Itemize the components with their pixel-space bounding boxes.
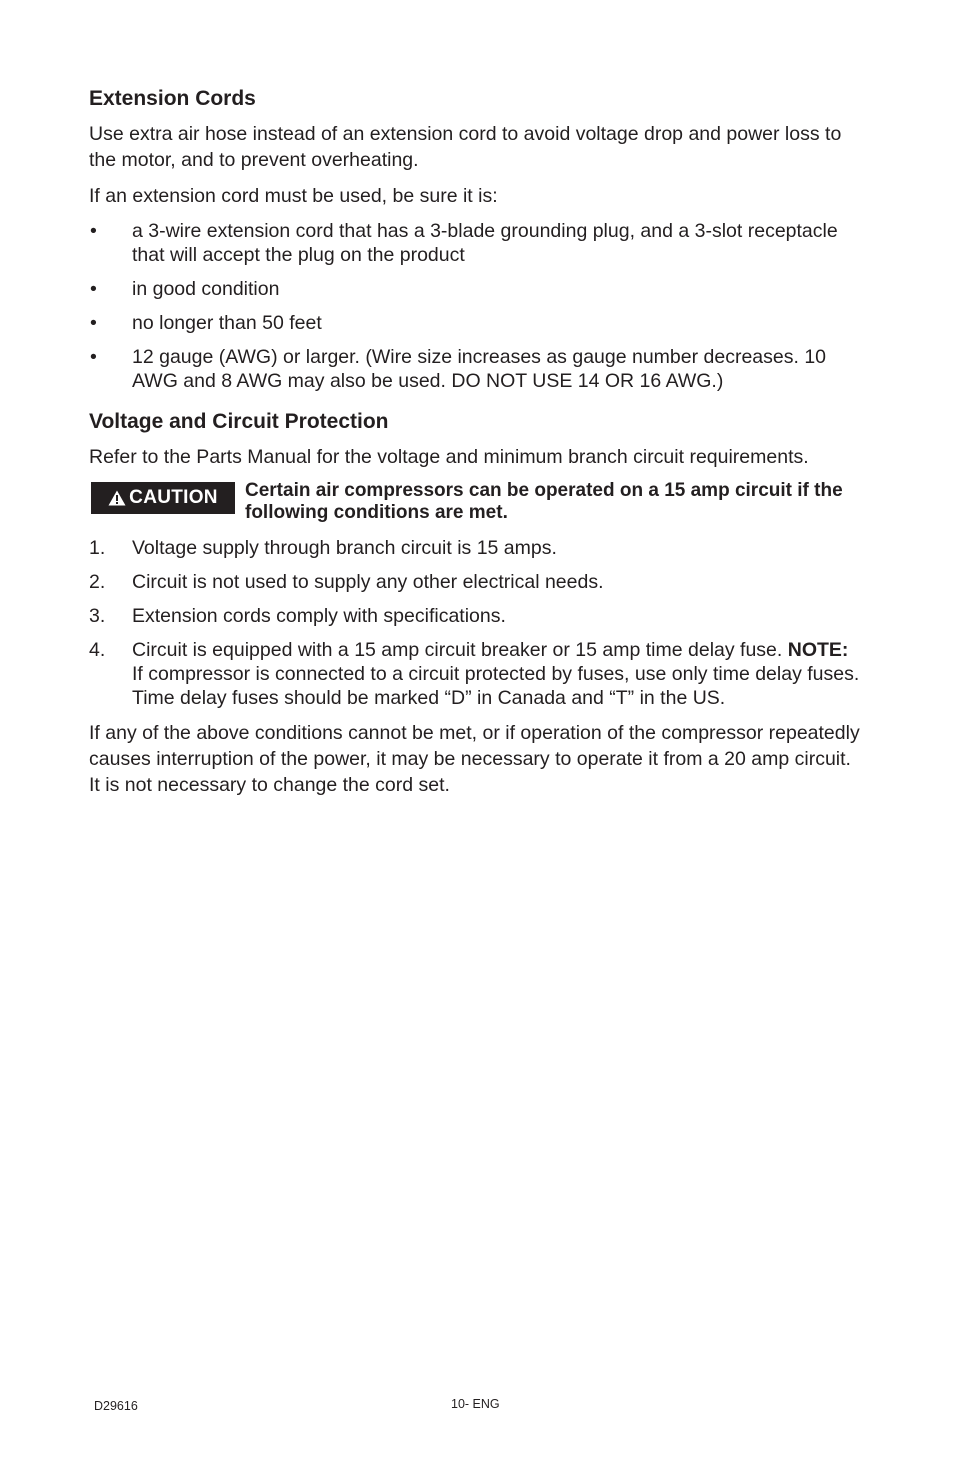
bullet-marker: •	[90, 278, 97, 300]
list-item-text: 12 gauge (AWG) or larger. (Wire size increases as gauge number decreases. 10 AWG and 8 AWG may also be used. DO NOT USE 14 OR 16 AWG.)	[132, 346, 827, 392]
bullet-marker: •	[90, 312, 97, 334]
parts-manual-paragraph: Refer to the Parts Manual for the voltage and minimum branch circuit requirements.	[89, 446, 809, 468]
caution-badge	[91, 482, 235, 514]
list-item	[89, 604, 864, 628]
list-item-text-before: Circuit is equipped with a 15 amp circuit breaker or 15 amp time delay fuse.	[132, 639, 788, 661]
section-heading-voltage: Voltage and Circuit Protection	[89, 410, 389, 433]
requirements-list	[89, 219, 864, 393]
list-item-text-after: If compressor is connected to a circuit protected by fuses, use only time delay fuses. Time delay fuses should be marked “D” in Canada and “T” in the US.	[132, 663, 860, 709]
bullet-marker: •	[90, 346, 97, 368]
page-number: 10- ENG	[451, 1397, 500, 1411]
list-item-text: no longer than 50 feet	[132, 312, 322, 334]
list-number: 4.	[89, 639, 106, 661]
list-item	[89, 345, 864, 393]
list-number: 2.	[89, 571, 106, 593]
list-item-text: Voltage supply through branch circuit is 15 amps.	[132, 537, 557, 559]
voltage-circuit-section	[89, 409, 864, 798]
page-content	[89, 86, 864, 808]
caution-notice	[89, 480, 864, 524]
extension-cords-section	[89, 86, 864, 393]
list-number: 3.	[89, 605, 106, 627]
section-heading-extension-cords: Extension Cords	[89, 87, 256, 110]
bullet-marker: •	[90, 220, 97, 242]
caution-text: Certain air compressors can be operated on a 15 amp circuit if the following conditions are met.	[245, 480, 843, 523]
list-item	[89, 219, 864, 267]
list-item	[89, 277, 864, 301]
intro-paragraph: Use extra air hose instead of an extension cord to avoid voltage drop and power loss to the motor, and to prevent overheating.	[89, 123, 842, 171]
condition-paragraph: If an extension cord must be used, be sure it is:	[89, 185, 498, 207]
warning-triangle-icon	[108, 490, 126, 506]
conditions-list	[89, 536, 864, 710]
list-item	[89, 638, 864, 710]
list-item	[89, 570, 864, 594]
list-item-text: Circuit is not used to supply any other electrical needs.	[132, 571, 604, 593]
note-label: NOTE:	[787, 639, 849, 661]
list-item-text: Extension cords comply with specifications.	[132, 605, 506, 627]
list-item-text: a 3-wire extension cord that has a 3-blade grounding plug, and a 3-slot receptacle that will accept the plug on the product	[132, 220, 838, 266]
document-code: D29616	[94, 1399, 138, 1413]
list-number: 1.	[89, 537, 106, 559]
list-item	[89, 311, 864, 335]
list-item	[89, 536, 864, 560]
list-item-text: in good condition	[132, 278, 280, 300]
closing-paragraph: If any of the above conditions cannot be met, or if operation of the compressor repeatedly causes interruption of the power, it may be necessary to operate it from a 20 amp circuit. It is not necessary to change the cord set.	[89, 722, 860, 796]
caution-label: CAUTION	[129, 487, 218, 508]
